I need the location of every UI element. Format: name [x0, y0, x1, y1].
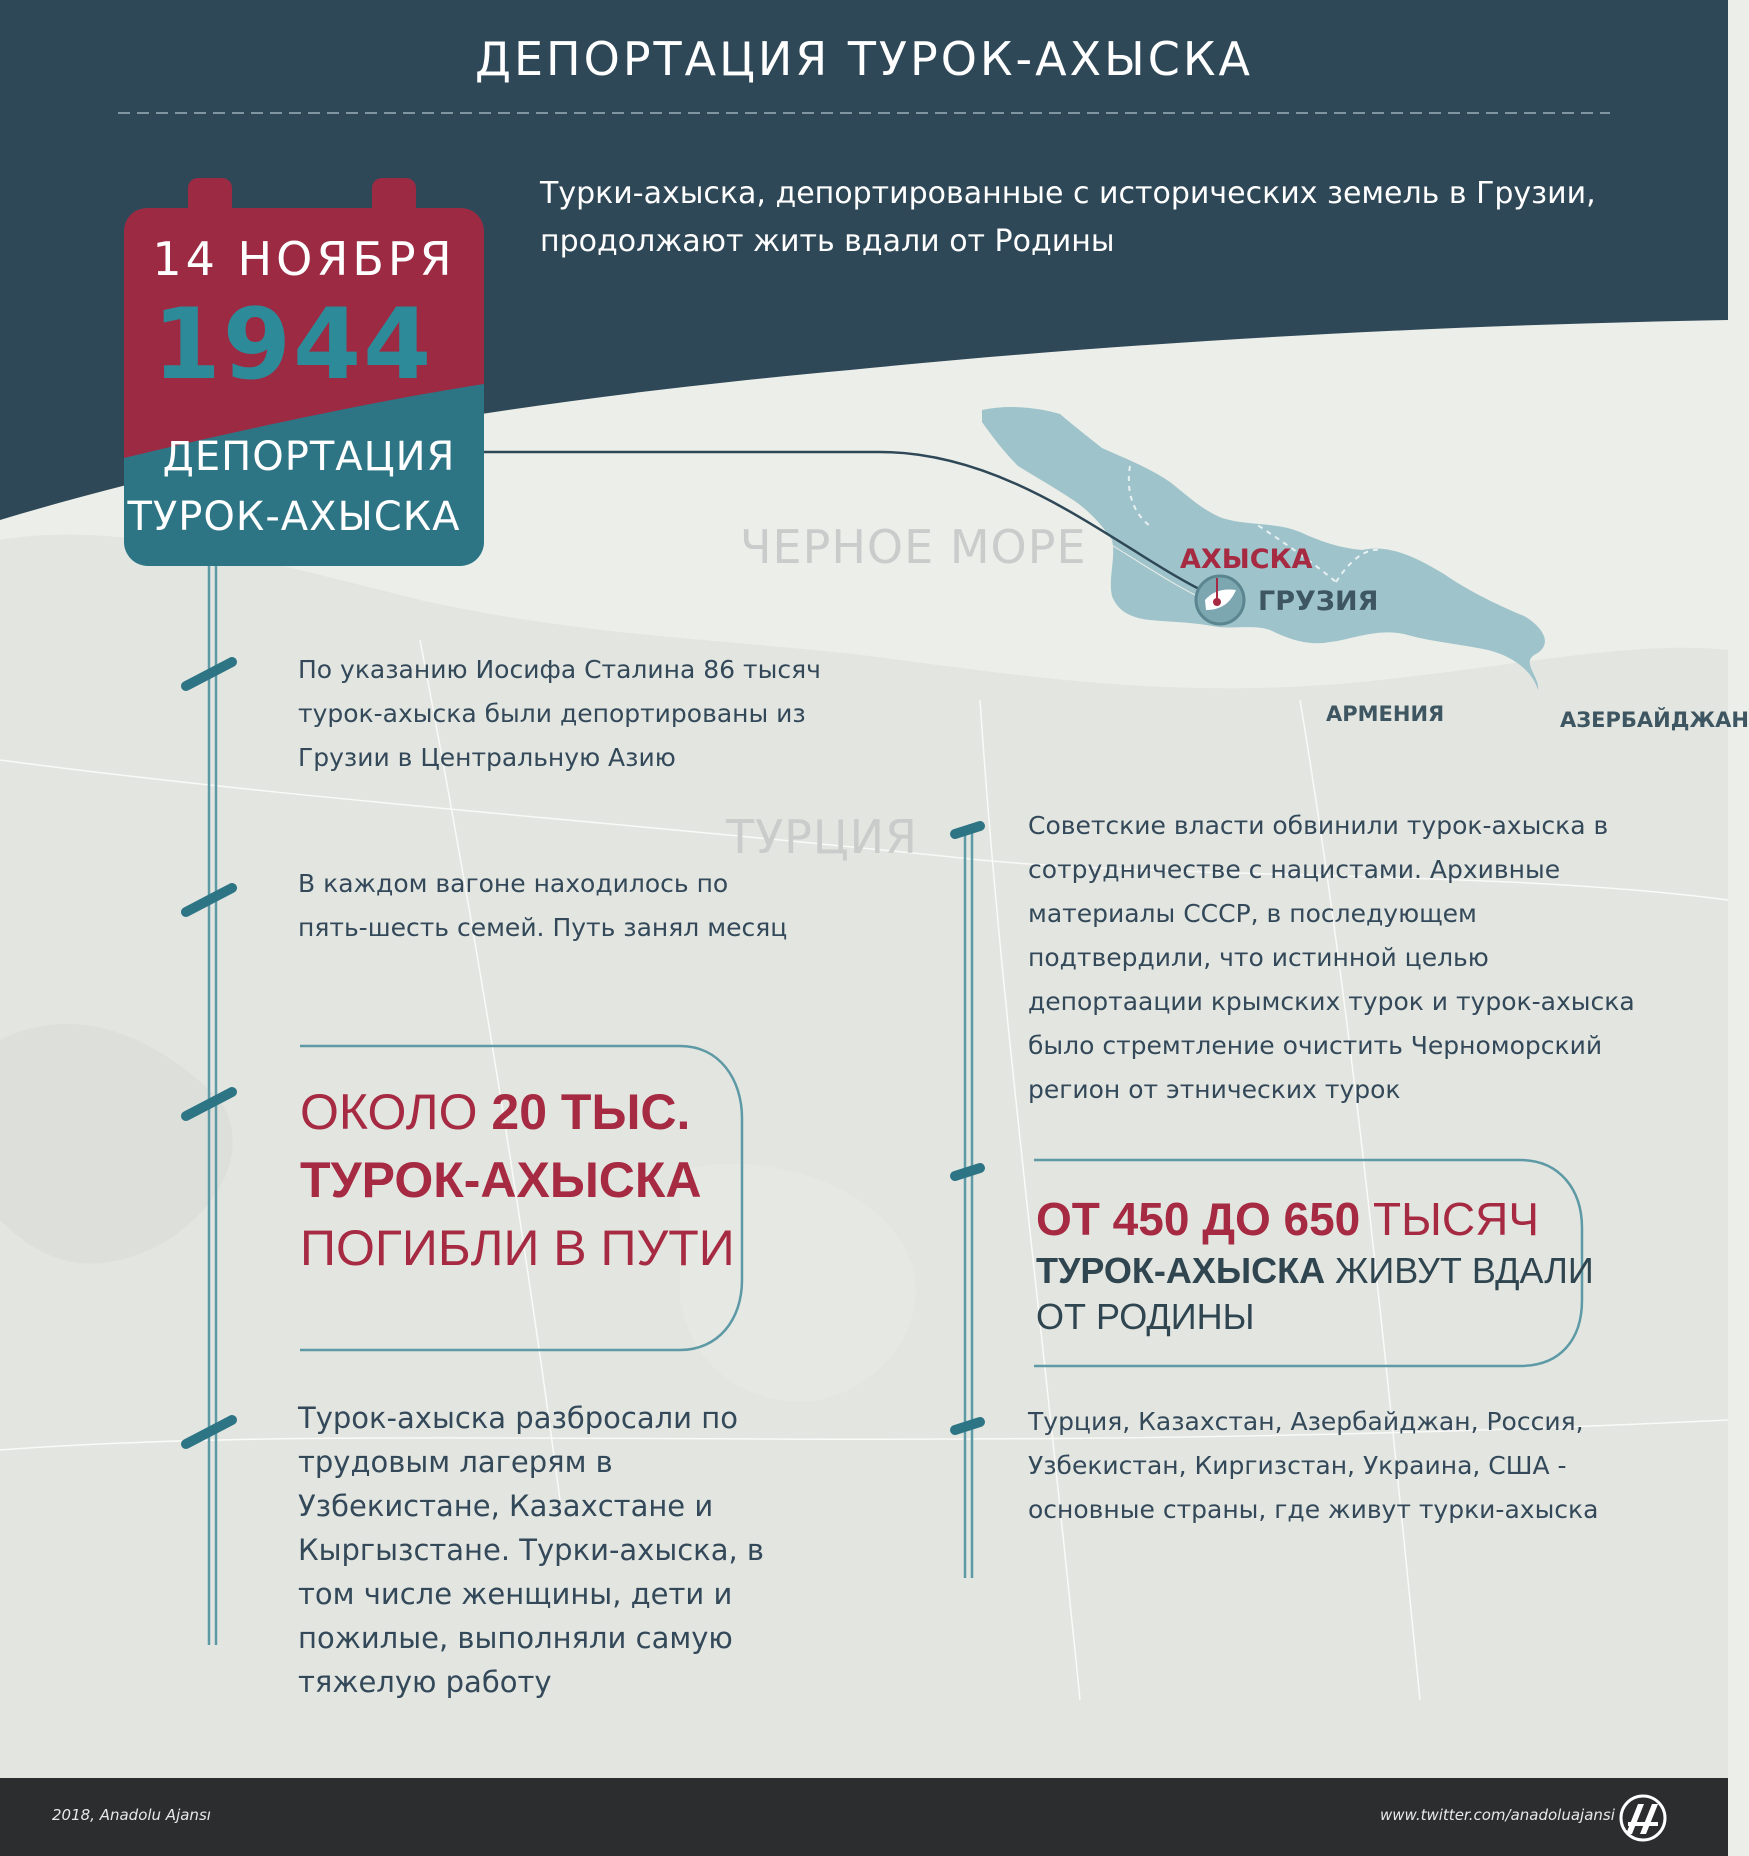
stat-text: ЖИВУТ ВДАЛИ: [1325, 1250, 1594, 1291]
map-label-turkey: ТУРЦИЯ: [726, 810, 918, 864]
text-line: трудовым лагерям в: [298, 1445, 613, 1479]
text-line: Турок-ахыска разбросали по: [298, 1401, 738, 1435]
map-label-azerbaijan: АЗЕРБАЙДЖАН: [1560, 708, 1749, 732]
text-line: было стремтление очистить Черноморский: [1028, 1031, 1603, 1060]
text-line: основные страны, где живут турки-ахыска: [1028, 1495, 1599, 1524]
text-line: Кыргызстане. Турки-ахыска, в: [298, 1533, 764, 1567]
calendar-caption-line1: ДЕПОРТАЦИЯ: [162, 434, 456, 480]
map-label-armenia: АРМЕНИЯ: [1326, 702, 1445, 726]
stat-number: ОТ 450 ДО 650: [1036, 1193, 1361, 1245]
stat-deaths: [300, 1078, 760, 1282]
text-line: материалы СССР, в последующем: [1028, 899, 1477, 928]
text-line: тяжелую работу: [298, 1665, 552, 1699]
stat-text: ТУРОК-АХЫСКА: [300, 1152, 702, 1208]
text-line: пожилые, выполняли самую: [298, 1621, 733, 1655]
anadolu-logo-icon: [1618, 1794, 1668, 1842]
stat-text: ОТ РОДИНЫ: [1036, 1296, 1255, 1337]
text-line: Грузии в Центральную Азию: [298, 743, 676, 772]
text-line: Советские власти обвинили турок-ахыска в: [1028, 811, 1609, 840]
footer-credit: 2018, Anadolu Ajansı: [52, 1806, 211, 1824]
twitter-link[interactable]: www.twitter.com/anadoluajansi: [1380, 1806, 1615, 1824]
text-line: регион от этнических турок: [1028, 1075, 1401, 1104]
text-line: том числе женщины, дети и: [298, 1577, 733, 1611]
timeline-item-labor-camps: [298, 1396, 818, 1704]
text-line: подтвердили, что истинной целью: [1028, 943, 1489, 972]
page-title: ДЕПОРТАЦИЯ ТУРОК-АХЫСКА: [475, 32, 1253, 86]
timeline-item-stalin-order: [298, 648, 858, 780]
timeline-item-wagons: [298, 862, 858, 950]
timeline-item-soviet-accusation: [1028, 804, 1668, 1112]
timeline-item-countries: [1028, 1400, 1668, 1532]
subtitle: [540, 170, 1660, 266]
text-line: Узбекистане, Казахстане и: [298, 1489, 714, 1523]
text-line: Турция, Казахстан, Азербайджан, Россия,: [1028, 1407, 1584, 1436]
text-line: пять-шесть семей. Путь занял месяц: [298, 913, 788, 942]
text-line: сотрудничестве с нацистами. Архивные: [1028, 855, 1561, 884]
stat-text: ПОГИБЛИ В ПУТИ: [300, 1220, 735, 1276]
stat-number: 20 ТЫС.: [491, 1084, 691, 1140]
calendar-year: 1944: [152, 288, 434, 402]
stat-text: ОКОЛО: [300, 1084, 492, 1140]
stat-diaspora: [1036, 1190, 1596, 1340]
map-label-black-sea: ЧЕРНОЕ МОРЕ: [740, 520, 1087, 574]
subtitle-line: Турки-ахыска, депортированные с исторических земель в Грузии,: [540, 176, 1596, 211]
stat-text: ТЫСЯЧ: [1360, 1193, 1539, 1245]
faint-land: [0, 535, 1728, 1778]
text-line: В каждом вагоне находилось по: [298, 869, 729, 898]
text-line: турок-ахыска были депортированы из: [298, 699, 806, 728]
calendar-caption-line2: ТУРОК-АХЫСКА: [127, 494, 461, 540]
text-line: депортаации крымских турок и турок-ахыска: [1028, 987, 1635, 1016]
map-label-akhaltsikhe: АХЫСКА: [1180, 544, 1313, 575]
map-label-georgia: ГРУЗИЯ: [1258, 586, 1379, 617]
stat-text: ТУРОК-АХЫСКА: [1036, 1250, 1326, 1291]
text-line: Узбекистан, Киргизстан, Украина, США -: [1028, 1451, 1567, 1480]
calendar-date: 14 НОЯБРЯ: [152, 232, 456, 286]
text-line: По указанию Иосифа Сталина 86 тысяч: [298, 655, 821, 684]
subtitle-line: продолжают жить вдали от Родины: [540, 224, 1115, 259]
